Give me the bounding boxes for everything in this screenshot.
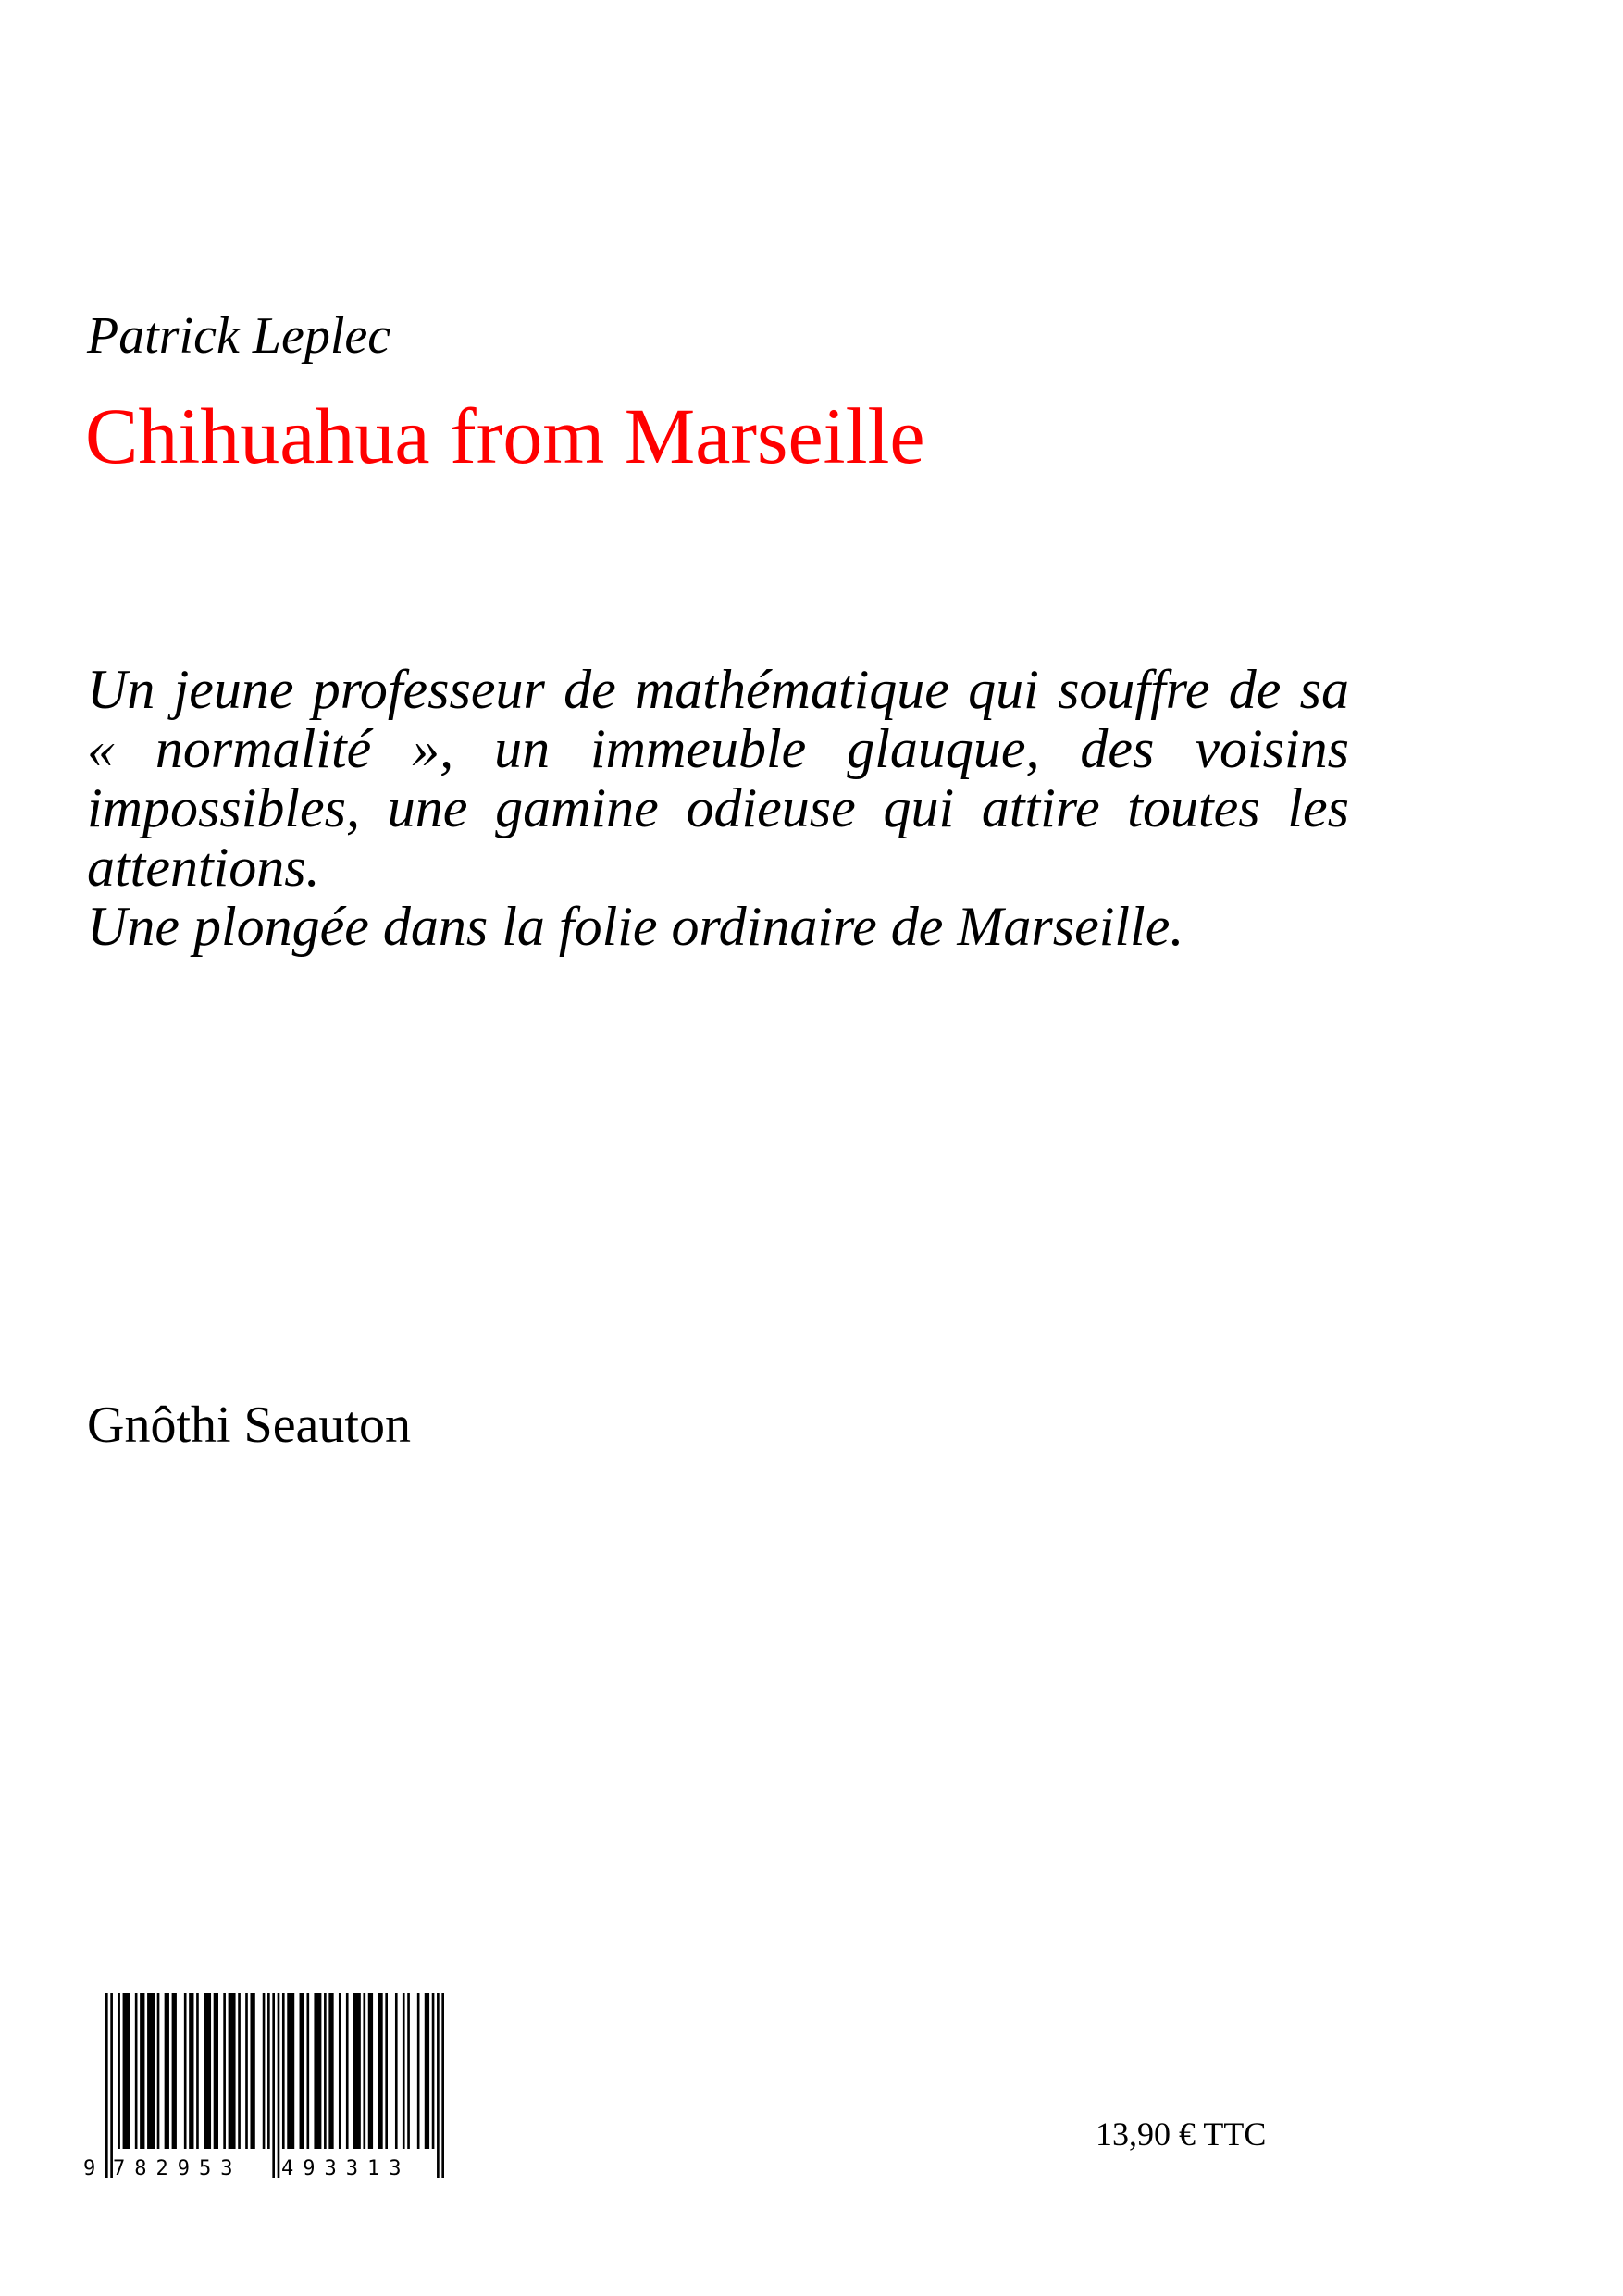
barcode-bar — [140, 1993, 144, 2149]
barcode-bar — [238, 1993, 241, 2149]
barcode-bar — [123, 1993, 130, 2149]
barcode-bar — [425, 1993, 429, 2149]
barcode-bar — [165, 1993, 169, 2149]
barcode-guard-bar — [272, 1993, 275, 2178]
barcode-guard-bar — [110, 1993, 113, 2178]
barcode-bar — [432, 1993, 435, 2149]
barcode-bar — [395, 1993, 398, 2149]
back-cover-blurb — [87, 660, 1349, 956]
publisher-name: Gnôthi Seauton — [87, 1396, 411, 1454]
barcode-bar — [263, 1993, 266, 2149]
barcode-bar — [135, 1993, 138, 2149]
barcode-bar — [385, 1993, 388, 2149]
barcode-digit-lead: 9 — [83, 2157, 96, 2180]
barcode-bar — [189, 1993, 193, 2149]
blurb-paragraph: Un jeune professeur de mathématique qui souffre de sa « normalité », un immeuble glauque, des voisins impossibles, une gamine odieuse qui attire toutes les attentions. — [87, 659, 1349, 898]
barcode-bar — [407, 1993, 410, 2149]
barcode-guard-bar — [441, 1993, 444, 2178]
barcode-bar — [403, 1993, 405, 2149]
isbn-barcode — [80, 1990, 450, 2184]
barcode-bar — [250, 1993, 254, 2149]
barcode-bar — [157, 1993, 160, 2149]
barcode-bar — [328, 1993, 333, 2149]
barcode-bar — [306, 1993, 309, 2149]
barcode-bar — [184, 1993, 187, 2149]
barcode-guard-bar — [278, 1993, 280, 2178]
barcode-bar — [196, 1993, 199, 2149]
barcode-digit-left: 782953 — [113, 2157, 242, 2180]
barcode-bar — [339, 1993, 341, 2149]
barcode-digit-right: 493313 — [281, 2157, 411, 2180]
barcode-guard-bar — [437, 1993, 440, 2178]
barcode-bar — [287, 1993, 294, 2149]
barcode-bar — [223, 1993, 226, 2149]
barcode-bar — [346, 1993, 349, 2149]
price-label: 13,90 € TTC — [1096, 2116, 1267, 2153]
barcode-bar — [267, 1993, 270, 2149]
barcode-bar — [314, 1993, 321, 2149]
barcode-bar — [172, 1993, 177, 2149]
barcode-bar — [417, 1993, 420, 2149]
barcode-guard-bar — [105, 1993, 108, 2178]
barcode-bar — [214, 1993, 218, 2149]
blurb-paragraph: Une plongée dans la folie ordinaire de Marseille. — [87, 896, 1184, 957]
barcode-bar — [368, 1993, 373, 2149]
book-title: Chihuahua from Marseille — [85, 391, 925, 480]
barcode-bar — [229, 1993, 236, 2149]
barcode-bar — [353, 1993, 361, 2149]
barcode-bar — [378, 1993, 382, 2149]
barcode-bar — [324, 1993, 327, 2149]
barcode-bar — [300, 1993, 304, 2149]
barcode-bar — [282, 1993, 285, 2149]
barcode-bar — [363, 1993, 365, 2149]
author-name: Patrick Leplec — [87, 307, 391, 365]
barcode-bar — [204, 1993, 211, 2149]
barcode-bar — [147, 1993, 155, 2149]
barcode-bar — [118, 1993, 120, 2149]
barcode-bar — [245, 1993, 248, 2149]
